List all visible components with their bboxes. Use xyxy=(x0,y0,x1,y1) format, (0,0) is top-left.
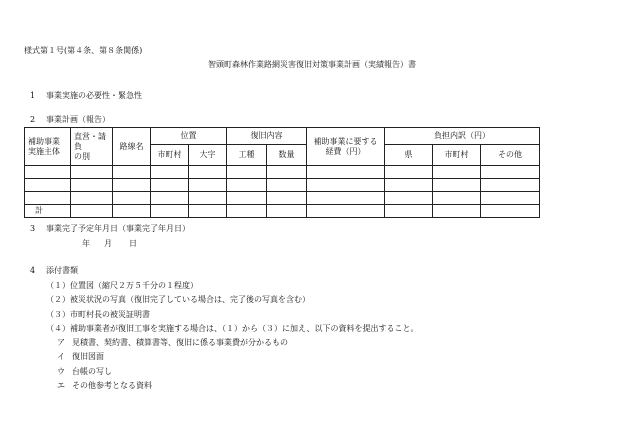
attachment-subitem-mark: ウ xyxy=(57,367,65,376)
attachment-subitem-text: 台帳の写し xyxy=(72,367,112,376)
total-label: 計 xyxy=(25,205,71,218)
table-row xyxy=(25,166,540,179)
attachment-subitem-text: 復旧図面 xyxy=(72,352,104,361)
completion-day-label: 日 xyxy=(129,239,137,248)
section1-heading: 事業実施の必要性・緊急性 xyxy=(46,91,142,100)
header-burden-municipality: 市町村 xyxy=(433,145,481,166)
header-municipality: 市町村 xyxy=(151,145,189,166)
attachment-item: （４）補助事業者が復旧工事を実施する場合は、（１）から（３）に加え、以下の資料を提出すること。 xyxy=(46,324,419,333)
completion-month-label: 月 xyxy=(104,239,112,248)
section1-number: 1 xyxy=(30,91,36,100)
header-implementer-line1: 補助事業 xyxy=(28,136,60,146)
section4-heading: 添付書類 xyxy=(46,266,78,275)
header-prefecture: 県 xyxy=(385,145,433,166)
form-number-label: 様式第１号(第４条、第８条関係) xyxy=(24,46,143,55)
section3-heading: 事業完了予定年月日（事業完了年月日） xyxy=(46,224,190,233)
section2-number: 2 xyxy=(30,115,36,124)
attachment-item: （１）位置図（縮尺２万５千分の１程度） xyxy=(46,281,198,290)
header-implementer-line2: 実施主体 xyxy=(28,146,60,156)
attachment-subitem-mark: ア xyxy=(57,338,65,347)
header-location: 位置 xyxy=(151,128,227,145)
header-direct-line1: 直営・請負 xyxy=(74,131,106,151)
plan-table xyxy=(24,127,540,218)
attachment-subitem-text: 見積書、契約書、積算書等、復旧に係る事業費が分かるもの xyxy=(72,338,288,347)
attachment-subitem-mark: エ xyxy=(57,381,65,390)
section3-number: 3 xyxy=(30,224,36,233)
header-work-type: 工種 xyxy=(227,145,267,166)
header-restoration: 復旧内容 xyxy=(227,128,307,145)
header-cost xyxy=(307,128,385,166)
attachment-item: （３）市町村長の被災証明書 xyxy=(46,310,150,319)
table-row xyxy=(25,179,540,192)
total-row xyxy=(25,205,540,218)
attachment-item: （２）被災状況の写真（復旧完了している場合は、完了後の写真を含む） xyxy=(46,295,310,304)
header-direct-line2: の別 xyxy=(74,151,90,161)
attachment-subitem-mark: イ xyxy=(57,352,65,361)
header-other: その他 xyxy=(481,145,540,166)
header-quantity: 数量 xyxy=(267,145,307,166)
completion-year-label: 年 xyxy=(82,239,90,248)
header-district: 大字 xyxy=(189,145,227,166)
section2-heading: 事業計画（報告） xyxy=(46,115,110,124)
header-cost-line1: 補助事業に要する xyxy=(313,136,378,146)
header-burden: 負担内訳（円） xyxy=(385,128,540,145)
header-cost-line2: 経費（円） xyxy=(325,146,366,156)
section4-number: 4 xyxy=(30,266,36,275)
header-route-name: 路線名 xyxy=(113,128,151,166)
header-implementer xyxy=(25,128,71,166)
header-direct-contract xyxy=(71,128,113,166)
document-title: 智頭町森林作業路網災害復旧対策事業計画（実績報告）書 xyxy=(208,60,416,69)
table-row xyxy=(25,192,540,205)
attachment-subitem-text: その他参考となる資料 xyxy=(72,381,152,390)
